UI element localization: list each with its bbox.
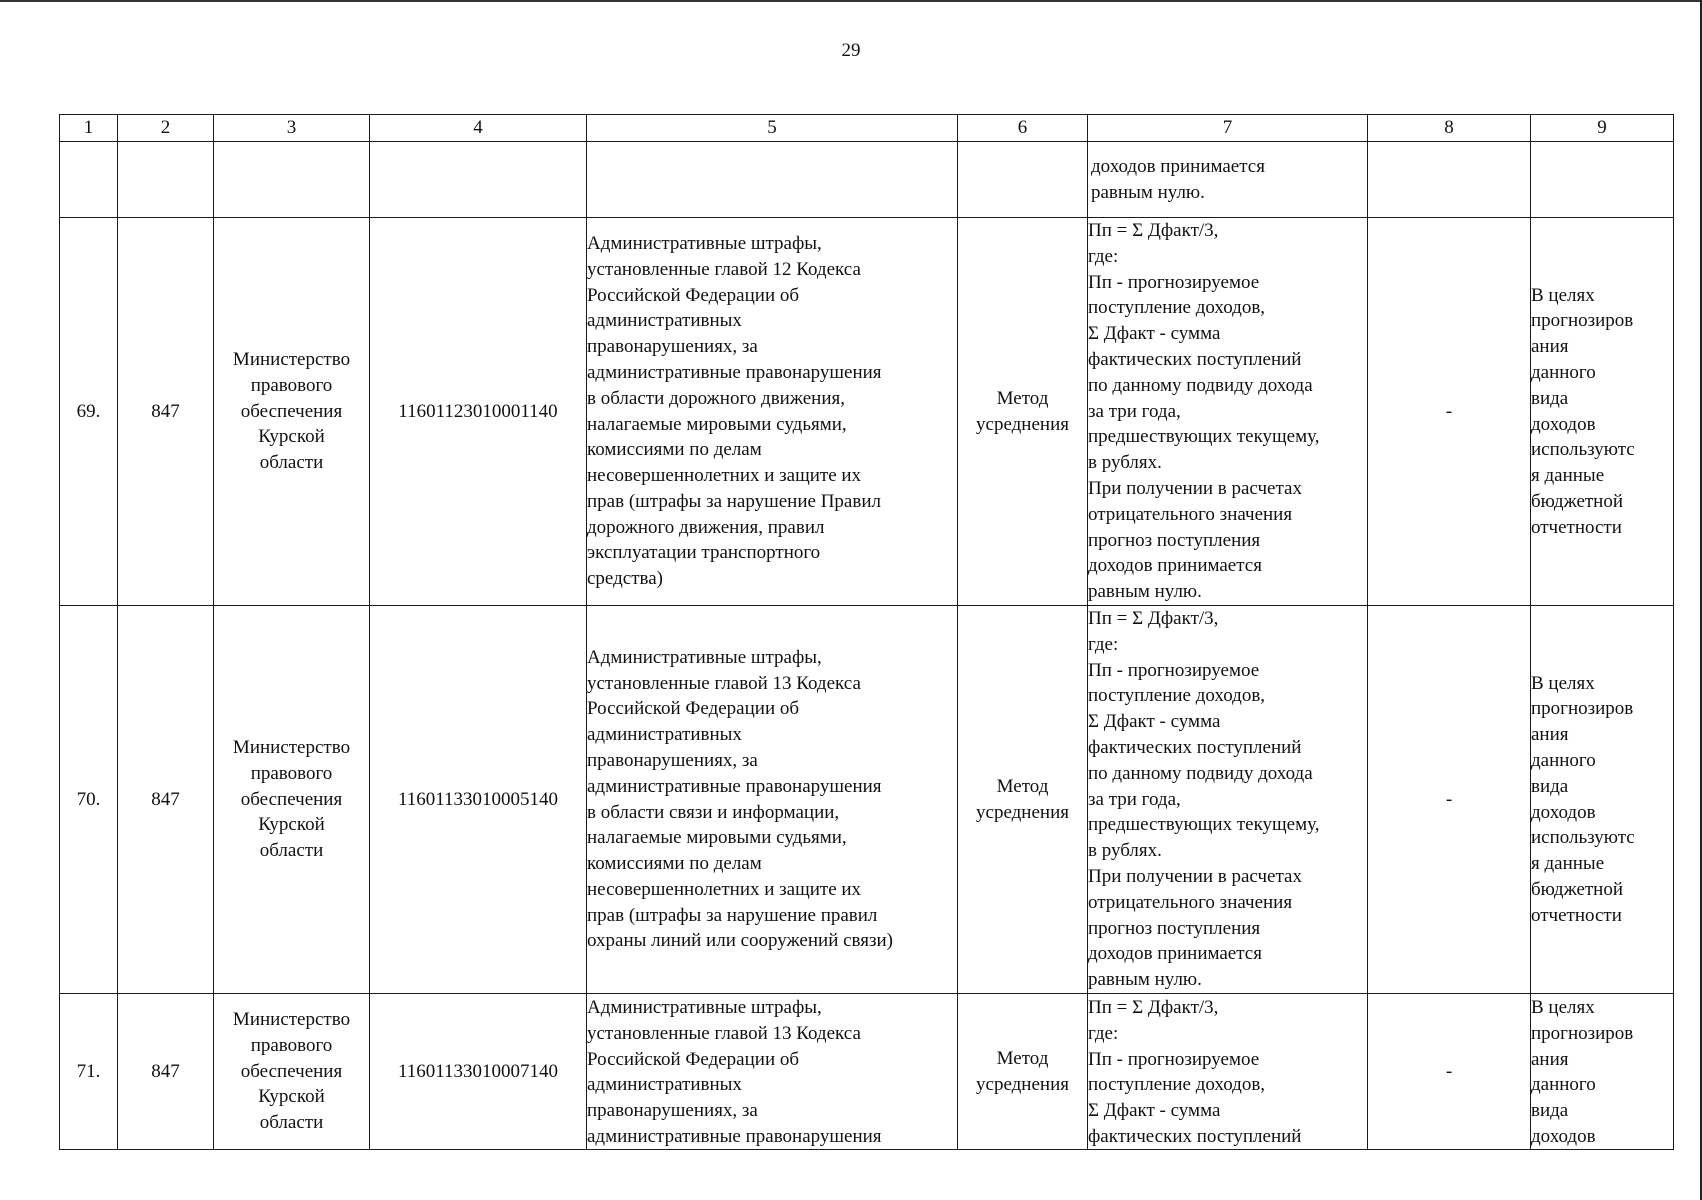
administrator-cell xyxy=(214,606,370,994)
revenue-description-cell xyxy=(587,994,958,1150)
formula-line: по данному подвиду дохода xyxy=(1088,374,1313,396)
description-line: в области дорожного движения, xyxy=(587,387,845,409)
admin-code-cell: 847 xyxy=(118,218,214,606)
description-line: установленные главой 12 Кодекса xyxy=(587,258,861,280)
kbk-code-cell: 11601123010001140 xyxy=(370,218,587,606)
description-line: правонарушениях, за xyxy=(587,336,758,358)
formula-line: отрицательного значения xyxy=(1088,891,1293,913)
formula-line: доходов принимается xyxy=(1091,155,1265,177)
description-line: Российской Федерации об xyxy=(587,284,800,306)
method-line: Метод xyxy=(996,775,1049,797)
kbk-code-cell: 11601133010005140 xyxy=(370,606,587,994)
note-line: вида xyxy=(1531,775,1569,797)
method-line: усреднения xyxy=(976,1073,1069,1095)
note-line: доходов xyxy=(1531,413,1596,435)
formula-line: Σ Дфакт - сумма xyxy=(1088,323,1221,345)
formula-line: за три года, xyxy=(1088,788,1181,810)
note-line: В целях xyxy=(1531,672,1595,694)
formula-line: При получении в расчетах xyxy=(1088,477,1302,499)
administrator-line: правового xyxy=(250,374,333,396)
formula-line: в рублях. xyxy=(1088,452,1162,474)
formula-line: поступление доходов, xyxy=(1088,685,1266,707)
note-line: прогнозиров xyxy=(1531,698,1634,720)
formula-cell xyxy=(1088,218,1368,606)
formula-line: Σ Дфакт - сумма xyxy=(1088,1100,1221,1122)
data-source-note-cell xyxy=(1531,606,1674,994)
note-line: прогнозиров xyxy=(1531,1022,1634,1044)
formula-line: прогноз поступления xyxy=(1088,917,1261,939)
formula-line: предшествующих текущему, xyxy=(1088,814,1320,836)
note-line: ания xyxy=(1531,1048,1569,1070)
revenue-description-cell xyxy=(587,606,958,994)
method-cell xyxy=(958,606,1088,994)
note-line: вида xyxy=(1531,387,1569,409)
administrator-line: области xyxy=(259,1112,324,1134)
administrator-line: области xyxy=(259,840,324,862)
column-header: 1 xyxy=(60,115,118,142)
note-line: данного xyxy=(1531,749,1596,771)
admin-code-cell: 847 xyxy=(118,606,214,994)
administrator-line: Министерство xyxy=(232,1009,351,1030)
description-line: Российской Федерации об xyxy=(587,698,800,720)
note-line: доходов xyxy=(1531,1125,1596,1147)
note-line: я данные xyxy=(1531,853,1605,875)
note-line: я данные xyxy=(1531,465,1605,487)
note-line: ания xyxy=(1531,724,1569,746)
description-line: несовершеннолетних и защите их xyxy=(587,878,862,900)
description-line: административные правонарушения xyxy=(587,1125,882,1147)
table-header-row xyxy=(60,115,1674,142)
formula-line: где: xyxy=(1088,245,1119,267)
administrator-line: Министерство xyxy=(232,737,351,758)
column-header: 8 xyxy=(1368,115,1531,142)
method-line: Метод xyxy=(996,387,1049,409)
description-line: административных xyxy=(587,1074,742,1096)
description-line: административных xyxy=(587,724,742,746)
column-8-cell: - xyxy=(1368,994,1531,1150)
administrator-line: области xyxy=(259,452,324,474)
method-line: Метод xyxy=(996,1047,1049,1069)
formula-line: Пп = Σ Дфакт/3, xyxy=(1088,608,1219,630)
formula-line: Пп - прогнозируемое xyxy=(1088,659,1260,681)
formula-line: где: xyxy=(1088,1022,1119,1044)
formula-line: по данному подвиду дохода xyxy=(1088,762,1313,784)
administrator-line: правового xyxy=(250,762,333,784)
description-line: Административные штрафы, xyxy=(587,232,822,254)
row-number-cell: 69. xyxy=(60,218,118,606)
note-line: отчетности xyxy=(1531,904,1622,926)
description-line: административных xyxy=(587,310,742,332)
formula-line: поступление доходов, xyxy=(1088,1074,1266,1096)
administrator-line: Курской xyxy=(258,426,325,448)
description-line: правонарушениях, за xyxy=(587,1100,758,1122)
formula-line: поступление доходов, xyxy=(1088,297,1266,319)
description-line: прав (штрафы за нарушение Правил xyxy=(587,490,881,512)
description-line: налагаемые мировыми судьями, xyxy=(587,827,847,849)
administrator-line: обеспечения xyxy=(240,788,343,810)
formula-line: доходов принимается xyxy=(1088,943,1262,965)
note-line: ания xyxy=(1531,336,1569,358)
description-line: комиссиями по делам xyxy=(587,853,762,875)
data-source-note-cell xyxy=(1531,218,1674,606)
description-line: дорожного движения, правил xyxy=(587,516,825,538)
formula-line: равным нулю. xyxy=(1091,181,1205,203)
formula-line: в рублях. xyxy=(1088,840,1162,862)
column-header: 6 xyxy=(958,115,1088,142)
administrator-line: правового xyxy=(250,1034,333,1056)
administrator-line: Курской xyxy=(258,1086,325,1108)
formula-line: где: xyxy=(1088,633,1119,655)
table-row xyxy=(60,606,1674,994)
administrator-cell xyxy=(214,218,370,606)
formula-line: При получении в расчетах xyxy=(1088,865,1302,887)
formula-cell xyxy=(1088,606,1368,994)
formula-line: предшествующих текущему, xyxy=(1088,426,1320,448)
description-line: средства) xyxy=(587,568,663,590)
note-line: отчетности xyxy=(1531,516,1622,538)
administrator-line: Министерство xyxy=(232,349,351,370)
column-8-cell: - xyxy=(1368,218,1531,606)
table-row xyxy=(60,218,1674,606)
note-line: В целях xyxy=(1531,997,1595,1018)
description-line: установленные главой 13 Кодекса xyxy=(587,1022,861,1044)
formula-line: прогноз поступления xyxy=(1088,529,1261,551)
scan-top-edge xyxy=(0,0,1702,2)
note-line: прогнозиров xyxy=(1531,310,1634,332)
formula-line: доходов принимается xyxy=(1088,555,1262,577)
note-line: бюджетной xyxy=(1531,878,1624,900)
formula-line: фактических поступлений xyxy=(1088,349,1302,370)
description-line: правонарушениях, за xyxy=(587,749,758,771)
continuation-row xyxy=(60,142,1674,218)
formula-line: фактических поступлений xyxy=(1088,737,1302,758)
revenue-description-cell xyxy=(587,218,958,606)
note-line: данного xyxy=(1531,361,1596,383)
administrator-line: обеспечения xyxy=(240,1060,343,1082)
kbk-code-cell: 11601133010007140 xyxy=(370,994,587,1150)
formula-line: Пп - прогнозируемое xyxy=(1088,1048,1260,1070)
column-header: 4 xyxy=(370,115,587,142)
method-line: усреднения xyxy=(976,801,1069,823)
description-line: в области связи и информации, xyxy=(587,801,840,823)
row-number-cell: 71. xyxy=(60,994,118,1150)
description-line: Административные штрафы, xyxy=(587,997,822,1018)
formula-line: Пп = Σ Дфакт/3, xyxy=(1088,220,1219,242)
column-header: 2 xyxy=(118,115,214,142)
formula-line: Пп = Σ Дфакт/3, xyxy=(1088,997,1219,1018)
formula-line: за три года, xyxy=(1088,400,1181,422)
column-header: 7 xyxy=(1088,115,1368,142)
description-line: административные правонарушения xyxy=(587,361,882,383)
formula-cell xyxy=(1088,994,1368,1150)
description-line: административные правонарушения xyxy=(587,775,882,797)
formula-line: фактических поступлений xyxy=(1088,1125,1302,1147)
description-line: эксплуатации транспортного xyxy=(587,542,821,564)
note-line: бюджетной xyxy=(1531,490,1624,512)
note-line: вида xyxy=(1531,1100,1569,1122)
table-row xyxy=(60,994,1674,1150)
page-number: 29 xyxy=(841,40,861,61)
formula-line: равным нулю. xyxy=(1088,969,1202,991)
description-line: налагаемые мировыми судьями, xyxy=(587,413,847,435)
continuation-formula-cell xyxy=(1088,142,1368,218)
admin-code-cell: 847 xyxy=(118,994,214,1150)
method-line: усреднения xyxy=(976,413,1069,435)
column-8-cell: - xyxy=(1368,606,1531,994)
data-source-note-cell xyxy=(1531,994,1674,1150)
formula-line: отрицательного значения xyxy=(1088,503,1293,525)
formula-line: равным нулю. xyxy=(1088,581,1202,603)
description-line: Административные штрафы, xyxy=(587,646,822,668)
description-line: несовершеннолетних и защите их xyxy=(587,465,862,487)
method-cell xyxy=(958,218,1088,606)
description-line: комиссиями по делам xyxy=(587,439,762,461)
description-line: прав (штрафы за нарушение правил xyxy=(587,904,878,926)
method-cell xyxy=(958,994,1088,1150)
column-header: 5 xyxy=(587,115,958,142)
column-header: 3 xyxy=(214,115,370,142)
description-line: Российской Федерации об xyxy=(587,1048,800,1070)
revenue-forecast-table xyxy=(59,114,1674,1150)
note-line: данного xyxy=(1531,1074,1596,1096)
note-line: доходов xyxy=(1531,801,1596,823)
administrator-line: Курской xyxy=(258,814,325,836)
note-line: используютс xyxy=(1531,827,1635,849)
note-line: В целях xyxy=(1531,284,1595,306)
description-line: охраны линий или сооружений связи) xyxy=(587,930,894,952)
description-line: установленные главой 13 Кодекса xyxy=(587,672,861,694)
row-number-cell: 70. xyxy=(60,606,118,994)
column-header: 9 xyxy=(1531,115,1674,142)
formula-line: Пп - прогнозируемое xyxy=(1088,271,1260,293)
administrator-cell xyxy=(214,994,370,1150)
note-line: используютс xyxy=(1531,439,1635,461)
formula-line: Σ Дфакт - сумма xyxy=(1088,711,1221,733)
administrator-line: обеспечения xyxy=(240,400,343,422)
